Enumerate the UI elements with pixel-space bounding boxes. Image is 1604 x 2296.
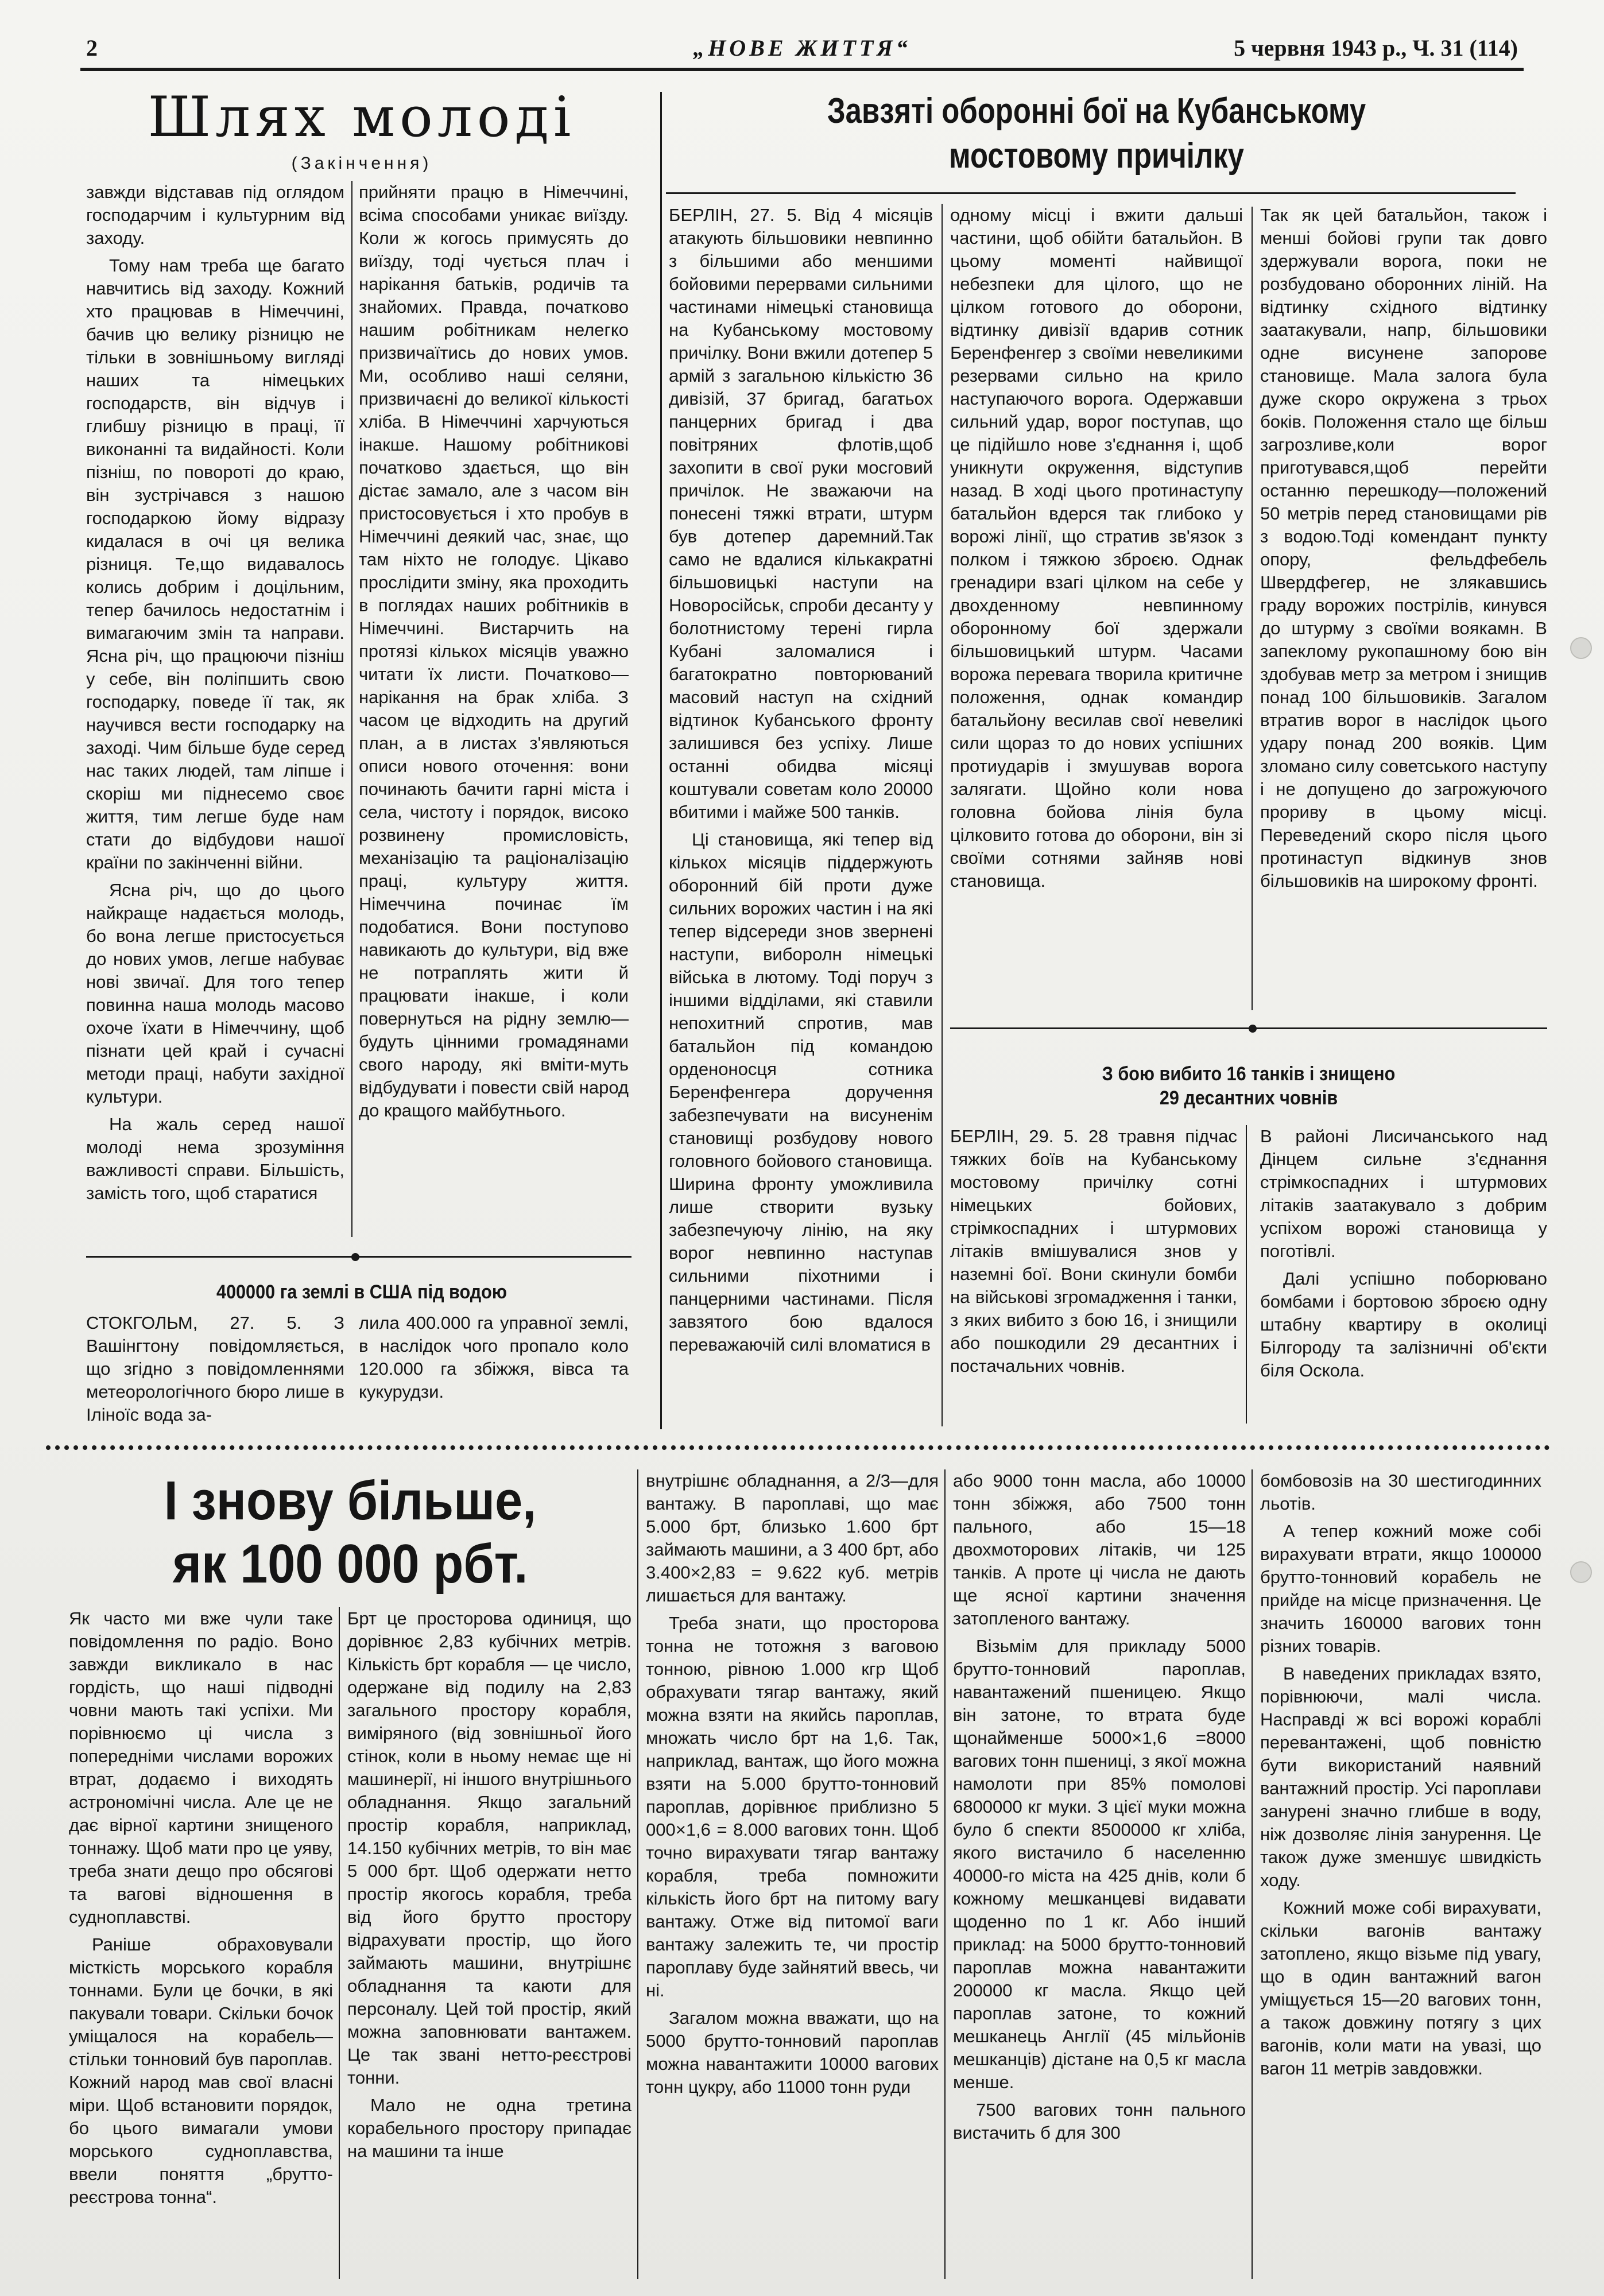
article-tanks-column-2 bbox=[1260, 1125, 1547, 1429]
column-divider bbox=[637, 1469, 638, 2279]
rule-ornament bbox=[1249, 1025, 1257, 1033]
article-brt-column-3 bbox=[646, 1469, 939, 2285]
article-brt-column-1 bbox=[69, 1607, 333, 2285]
paragraph: одному місці і вжити дальші частини, щоб обійти батальйон. В цьому моменті найвищої небезпеки для цілого, що не цілком готового до оборони, відтинку дивізії вдарив сотник Беренфенгер з своїми невеликими резервами сильно на крило наступаючого ворога. Одержавши сильний удар, ворог поступав, що це підійшло нове з'єднання і, щоб уникнути окруження, відступив назад. В ході цього протинаступу батальйон вдерся так глибоко у ворожі лінії, що стратив зв'язок з полком і тяжкою зброєю. Однак гренадири взагі цілком на себе у двохденному невпинному оборонному бої здержали більшовицький штурм. Часами ворожа перевага творила критичне положення, однак командир батальйону весилав свої невеликі сили щораз то до нових успішних протиударів і змушував ворога залягати. Щойно коли нова головна бойова лінія була цілковито готова до оборони, він зі своїми сотнями зайняв нові становища. bbox=[950, 205, 1243, 891]
paragraph: СТОКГОЛЬМ, 27. 5. З Вашінгтону повідомляється, що згідно з повідомленнями метеорологічного бюро лише в Іліноїс вода за- bbox=[86, 1313, 344, 1425]
paragraph: Так як цей батальйон, також і менші бойові групи так довго здержували ворога, поки не розбудовано оборонних ліній. На відтинку східного відтинку заатакували, напр, більшовики одне висунене запорове становище. Мала залога була дуже скоро окружена з трьох боків. Положення стало ще більш загрозливе,коли ворог приготувався,щоб перейти останню перешкоду—положений 50 метрів перед становищами рів з водою.Тоді комендант пункту опору, фельдфебель Швердфегер, не злякавшись граду ворожих пострілів, кинувся до штурму з своїми воякамн. В запеклому рукопашному бою він здобував метр за метром і знищив понад 100 більшовиків. Загалом втратив ворог в наслідок цього удару понад 200 вояків. Цим зломано силу советського наступу і не допущено до загрожуючого прориву в цьому місці. Переведений скоро після цього протинаступ відкинув знов більшовиків на широкому фронті. bbox=[1260, 205, 1547, 891]
header-rule bbox=[80, 68, 1524, 71]
title-rule bbox=[666, 192, 1516, 194]
paragraph: Як часто ми вже чули таке повідомлення по радіо. Воно завжди викликало в нас гордість, що наші підводні човни мають такі успіхи. Ми порівнюємо ці числа з попередніми числами ворожих втрат, додаємо і виходять астрономічні числа. Але це не дає вірної картини знищеного тоннажу. Щоб мати про це уяву, треба знати дещо про обсягові та вагові відношення в судноплавстві. bbox=[69, 1608, 333, 1927]
paragraph: внутрішнє обладнання, а 2/3—для вантажу. В пароплаві, що має 5.000 брт, близько 1.600 брт займають машини, а 3 400 брт, або 3.400×2,83 = 9.622 куб. метрів лишається для вантажу. bbox=[646, 1471, 939, 1605]
paragraph: Загалом можна вважати, що на 5000 брутто-тонновий пароплав можна навантажити 10000 вагових тонн цукру, або 11000 тонн руди bbox=[646, 2008, 939, 2097]
article-usa-flood-column-1 bbox=[86, 1312, 344, 1432]
paragraph: А тепер кожний може собі вирахувати втрати, якщо 100000 брутто-тонновий корабель не прийде на місце призначення. Це значить 160000 вагових тонн різних товарів. bbox=[1260, 1521, 1541, 1656]
article-title-youth: Шлях молоді bbox=[148, 85, 576, 149]
paragraph: В районі Лисичанського над Дінцем сильне з'єднання стрімкоспадних і штурмових літаків заатакувало з добрим успіхом ворожі становища у поготівлі. bbox=[1260, 1126, 1547, 1261]
article-tanks-column-1 bbox=[950, 1125, 1237, 1429]
article-title-usa-flood: 400000 га землі в США під водою bbox=[216, 1281, 507, 1303]
paragraph: В наведених прикладах взято, порівнюючи, малі числа. Насправді ж всі ворожі кораблі перевантажені, щоб повністю бути використаний наявний вантажний простір. Усі пароплави занурені значно глибше в воду, ніж дозволяє лінія занурення. Це також дуже зменшує швидкість ходу. bbox=[1260, 1663, 1541, 1890]
title-line: 29 десантних човнів bbox=[1159, 1087, 1338, 1109]
issue-date: 5 червня 1943 р., Ч. 31 (114) bbox=[1234, 35, 1518, 61]
page-header bbox=[80, 30, 1524, 70]
title-line: мостовому причілку bbox=[949, 136, 1244, 176]
paragraph: Тому нам треба ще багато навчитись від заходу. Кожний хто працював в Німеччині, бачив цю велику різницю не тільки в зовнішньому вигляді наших та німецьких господарств, він відчув і глибшу різницю в праці, її виконанні та видайності. Коли пізніш, по повороті до краю, він зустрічався з нашою господаркою йому відразу кидалася в очі ця велика різниця. Те,що видавалось колись добрим і доцільним, тепер бачилось недостатнім і вимагаючим змін та направи. Ясна річ, що працюючи пізніш у себе, він поліпшить свою господарку, поведе її так, як научився вести господарку на заході. Чим більше буде серед нас таких людей, там ліпше і скоріш ми піднесемо своє життя, тим легше буде нам стати до відбудови нашої країни по закінченні війни. bbox=[86, 255, 344, 872]
title-line: І знову більше, bbox=[164, 1470, 537, 1531]
column-divider bbox=[1252, 1469, 1253, 2279]
column-divider bbox=[339, 1607, 340, 2279]
article-youth-column-2 bbox=[359, 181, 629, 1243]
column-divider bbox=[942, 204, 943, 1426]
column-divider bbox=[1252, 207, 1253, 1010]
paragraph: або 9000 тонн масла, або 10000 тонн збіжжя, або 7500 тонн пального, або 15—18 двохмоторових літаків, чи 125 танків. А проте ці числа не дають ще ясної картини значення затопленого вантажу. bbox=[953, 1471, 1246, 1628]
paragraph: Треба знати, що просторова тонна не тотожня з ваговою тонною, рівною 1.000 кгр Щоб обрахувати тягар вантажу, який можна взяти на якийсь пароплав, множать число брт на 1,6. Так, наприклад, вантаж, що його можна взяти на 5.000 брутто-тонновий пароплав, дорівнює приблизно 5 000×1,6 = 8.000 вагових тонн. Щоб точно вирахувати тягар вантажу корабля, треба помножити кількість його брт на питому вагу вантажу. Отже від питомої ваги вантажу залежить те, чи простір пароплаву буде зайнятий ввесь, чи ні. bbox=[646, 1613, 939, 2000]
column-divider bbox=[1246, 1125, 1247, 1424]
masthead: „НОВЕ ЖИТТЯ“ bbox=[693, 35, 911, 61]
dotted-separator bbox=[46, 1445, 1550, 1450]
paragraph: Кожний може собі вирахувати, скільки вагонів вантажу затоплено, якщо візьме під увагу, що в один вантажний вагон уміщується 15—20 вагових тонн, а також довжину потягу з цих вагонів, коли мати на увазі, що вагон 11 метрів завдовжки. bbox=[1260, 1898, 1541, 2078]
paragraph: Візьмім для прикладу 5000 брутто-тонновий пароплав, навантажений пшеницею. Якщо він затоне, то втрата буде щонайменше 5000×1,6 =8000 вагових тонн пшениці, з якої можна намолоти при 85% помолові 6800000 кг муки. З цієї муки можна було б спекти 8500000 кг хліба, якого вистачило б населенню 40000-го міста на 425 днів, коли б кожному мешканцеві видавати щоденно по 1 кг. Або інший приклад: на 5000 брутто-тонновий пароплав можна навантажити 200000 кг масла. Якщо цей пароплав затоне, то кожний мешканець Англії (45 мільйонів мешканців) дістане на 0,5 кг масла менше. bbox=[953, 1636, 1246, 2092]
paragraph: 7500 вагових тонн пального вистачить б для 300 bbox=[953, 2100, 1246, 2143]
article-usa-flood-column-2 bbox=[359, 1312, 629, 1432]
title-line: Завзяті оборонні бої на Кубанському bbox=[827, 91, 1366, 131]
paragraph: Далі успішно поборювано бомбами і бортовою зброєю одну штабну квартиру в околиці Білгороду та залізничні об'єкти біля Оскола. bbox=[1260, 1269, 1547, 1380]
article-title-tanks-destroyed bbox=[980, 1062, 1517, 1110]
paragraph: завжди відставав під оглядом господарчим і культурним від заходу. bbox=[86, 182, 344, 248]
title-line: З бою вибито 16 танків і знищено bbox=[1102, 1063, 1396, 1085]
article-subtitle-continuation: (Закінчення) bbox=[291, 154, 432, 173]
paragraph: прийняти працю в Німеччині, всіма способами уникає виїзду. Коли ж когось примусять до виїзду, тоді чується плач і нарікання батьків, родичів та знайомих. Правда, початково нашим робітникам нелегко призвичаїтись до нових умов. Ми, особливо наші селяни, призвичаєні до великої кількості хліба. В Німеччині харчуються інакше. Нашому робітникові початково здається, що він дістає замало, але з часом він пристосовується і хто пробув в Німеччині деякий час, знає, що там ніхто не голодує. Цікаво прослідити зміну, яка проходить в поглядах наших робітників в Німеччині. Вистарчить на протязі кількох місяців уважно читати їх листи. Початково—нарікання на брак хліба. З часом це відходить на другий план, а в листах з'являються описи нового оточення: вони починають бачити гарні міста і села, чистоту і порядок, високо розвинену промисловість, механізацію та раціоналізацію праці, культуру життя. Німеччина починає їм подобатися. Вони поступово навикають до культури, від вже не потраплять жити й працювати інакше, і коли повернуться на рідну землю—будуть цінними громадянами свого народу, які вміти-муть відбудувати і повести свій народ до кращого майбутнього. bbox=[359, 182, 629, 1120]
paragraph: бомбовозів на 30 шестигодинних льотів. bbox=[1260, 1471, 1541, 1514]
paragraph: Брт це просторова одиниця, що дорівнює 2,83 кубічних метрів. Кількість брт корабля — це число, одержане від подилу на 2,83 загального простору корабля, виміряного (від зовнішньої його стінок, коли в ньому немає ще ні машинерії, ні іншого внутрішнього обладнання. Якщо загальний простір корабля, наприклад, 14.150 кубічних метрів, то він має 5 000 брт. Щоб одержати нетто простір якогось корабля, треба від його брутто простору відрахувати простір, що його займають машини, внутрішнє обладнання та каюти для персоналу. Цей той простір, який можна заповнювати вантажем. Це так звані нетто-реєстрові тонни. bbox=[347, 1608, 631, 2088]
article-brt-column-5 bbox=[1260, 1469, 1541, 2285]
column-divider bbox=[944, 1469, 946, 2279]
rule-ornament bbox=[351, 1253, 359, 1261]
article-youth-column-1 bbox=[86, 181, 344, 1243]
paragraph: Ці становища, які тепер від кількох місяців піддержують оборонний бій проти дуже сильних ворожих частин і на які тепер відсереди знов звернені наступи, виборолн німецькі війська в лютому. Тоді поруч з іншими відділами, які ставили непохитний спротив, мав батальйон під командою орденоносця сотника Беренфенгера доручення забезпечувати на висуненім становищі розбудову нового головного бойового становища. Ширина фронту уможливила лише створити вузьку забезпечуючу лінію, на яку ворог невпинно наступав сильними піхотними і панцерними частинами. Після завзятого бою вдалося переважаючій силі вломатися в bbox=[669, 829, 933, 1355]
article-kuban-column-3 bbox=[1260, 204, 1547, 1019]
article-kuban-column-2 bbox=[950, 204, 1243, 1019]
paragraph: Ясна річ, що до цього найкраще надається молодь, бо вона легше пристосується до нових умов, легше набуває нові звичаї. Для того тепер повинна наша молодь масово охоче їхати в Німеччину, щоб пізнати цей край і сучасні методи праці, набути західної культури. bbox=[86, 880, 344, 1107]
column-divider bbox=[660, 92, 662, 1429]
page-number: 2 bbox=[86, 35, 98, 61]
article-title-100000-brt bbox=[97, 1469, 603, 1596]
punch-hole bbox=[1570, 1561, 1592, 1583]
paragraph: лила 400.000 га управної землі, в наслідок чого пропало коло 120.000 га збіжжя, вівса та кукурудзи. bbox=[359, 1313, 629, 1402]
article-kuban-column-1 bbox=[669, 204, 933, 1426]
punch-hole bbox=[1570, 637, 1592, 659]
article-brt-column-2 bbox=[347, 1607, 631, 2285]
paragraph: Мало не одна третина корабельного простору припадає на машини та інше bbox=[347, 2095, 631, 2161]
column-divider bbox=[351, 181, 352, 1237]
paragraph: На жаль серед нашої молоді нема зрозуміння важливості справи. Більшість, замість того, щоб старатися bbox=[86, 1114, 344, 1203]
title-line: як 100 000 рбт. bbox=[172, 1533, 528, 1595]
paragraph: БЕРЛІН, 27. 5. Від 4 місяців атакують більшовики невпинно з більшими або меншими бойовими перервами сильними частинами німецькі становища на Кубанському мостовому причілку. Вони вжили дотепер 5 армій з загальною кількістю 36 дивізій, 37 бригад, багатьох панцерних бригад і два повітряних флотів,щоб захопити в свої руки мосговий причілок. Не зважаючи на понесені тяжкі втрати, штурм був дотепер даремний.Так само не вдалися кількакратні більшовицькі наступи на Новоросійськ, спроби десанту у болотнистому терені гирла Кубані заломалися і багатократно повторюваний масовий наступ на східний відтинок Кубанського фронту залишився без успіху. Лише останні обидва місяці коштували советам коло 20000 вбитими і майже 500 танків. bbox=[669, 205, 933, 822]
article-brt-column-4 bbox=[953, 1469, 1246, 2285]
paragraph: Раніше обраховували місткість морського корабля тоннами. Були це бочки, в які пакували товари. Скільки бочок уміщалося на корабель—стільки тонновий був пароплав. Кожний народ мав свої власні міри. Щоб встановити порядок, бо цього вимагали умови морського судноплавства, ввели поняття „брутто-реєстрова тонна“. bbox=[69, 1934, 333, 2207]
article-title-kuban-defense bbox=[748, 89, 1445, 179]
paragraph: БЕРЛІН, 29. 5. 28 травня підчас тяжких боїв на Кубанському мостовому причілку сотні німецьких бойових, стрімкоспадних і штурмових літаків вмішувалися знов у наземні бої. Вони скинули бомби на військові згромадження і танки, з яких вибито з бою 16, і знищили або пошкодили 29 десантних і постачальних човнів. bbox=[950, 1126, 1237, 1376]
